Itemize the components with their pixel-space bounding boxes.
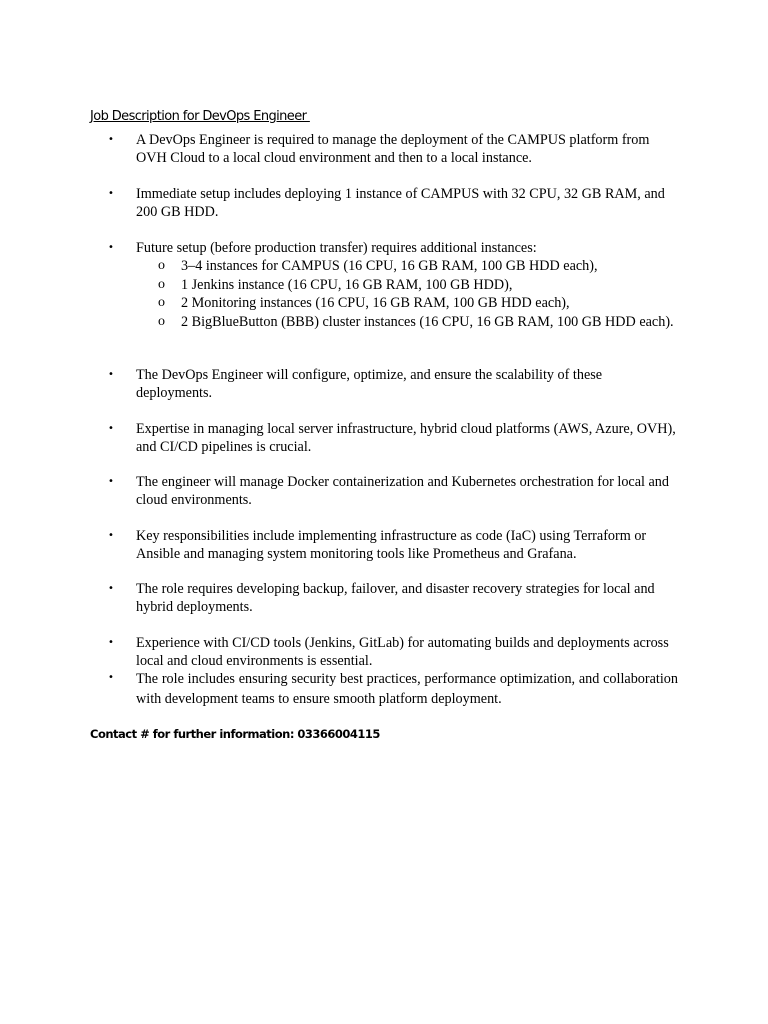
- bullet-icon: •: [108, 242, 114, 253]
- list-item-text: The role requires developing backup, failover, and disaster recovery strategies for local and hybrid deployments.: [136, 581, 655, 615]
- list-item-text: The engineer will manage Docker containerization and Kubernetes orchestration for local and cloud environments.: [136, 474, 669, 508]
- sub-bullet-icon: o: [158, 258, 165, 273]
- list-item-text: Future setup (before production transfer) requires additional instances:: [136, 240, 537, 256]
- bullet-icon: •: [108, 672, 114, 683]
- contact-line: Contact # for further information: 03366004115: [90, 727, 380, 741]
- sub-bullet-icon: o: [158, 313, 165, 329]
- bullet-icon: •: [108, 134, 114, 145]
- sub-list-item: [136, 313, 678, 332]
- list-item-text: Immediate setup includes deploying 1 instance of CAMPUS with 32 CPU, 32 GB RAM, and 200 GB HDD.: [136, 186, 665, 220]
- sub-list-item: [136, 276, 678, 295]
- sub-list: [136, 257, 678, 331]
- list-item-body: [136, 239, 678, 331]
- list-item-text: Key responsibilities include implementing infrastructure as code (IaC) using Terraform or Ansible and managing system monitoring tools like Prometheus and Grafana.: [136, 528, 647, 562]
- bullet-icon: •: [108, 369, 114, 380]
- list-item-text: Expertise in managing local server infrastructure, hybrid cloud platforms (AWS, Azure, OVH), and CI/CD pipelines is crucial.: [136, 421, 676, 455]
- sub-list-item-text: 2 Monitoring instances (16 CPU, 16 GB RAM, 100 GB HDD each),: [181, 295, 570, 311]
- sub-list-item-text: 3–4 instances for CAMPUS (16 CPU, 16 GB RAM, 100 GB HDD each),: [181, 258, 598, 274]
- bullet-icon: •: [108, 423, 114, 434]
- sub-list-item: [136, 294, 678, 313]
- bullet-icon: •: [108, 583, 114, 594]
- bullet-icon: •: [108, 637, 114, 648]
- sub-bullet-icon: o: [158, 295, 165, 310]
- sub-list-item-text: 1 Jenkins instance (16 CPU, 16 GB RAM, 100 GB HDD),: [181, 276, 513, 293]
- document-title: Job Description for DevOps Engineer: [90, 109, 310, 124]
- list-item-text: Experience with CI/CD tools (Jenkins, GitLab) for automating builds and deployments across local and cloud environments is essential.: [136, 635, 669, 669]
- bullet-icon: •: [108, 188, 114, 199]
- sub-bullet-icon: o: [158, 276, 165, 292]
- bullet-icon: •: [108, 476, 114, 487]
- list-item-text: The DevOps Engineer will configure, optimize, and ensure the scalability of these deployments.: [136, 367, 603, 401]
- sub-list-item-text: 2 BigBlueButton (BBB) cluster instances (16 CPU, 16 GB RAM, 100 GB HDD each).: [181, 313, 674, 330]
- sub-list-item: [136, 257, 678, 276]
- list-item-text: The role includes ensuring security best practices, performance optimization, and collaboration with development teams to ensure smooth platform deployment.: [136, 671, 678, 707]
- bullet-icon: •: [108, 530, 114, 541]
- list-item-text: A DevOps Engineer is required to manage the deployment of the CAMPUS platform from OVH Cloud to a local cloud environment and then to a local instance.: [136, 132, 650, 166]
